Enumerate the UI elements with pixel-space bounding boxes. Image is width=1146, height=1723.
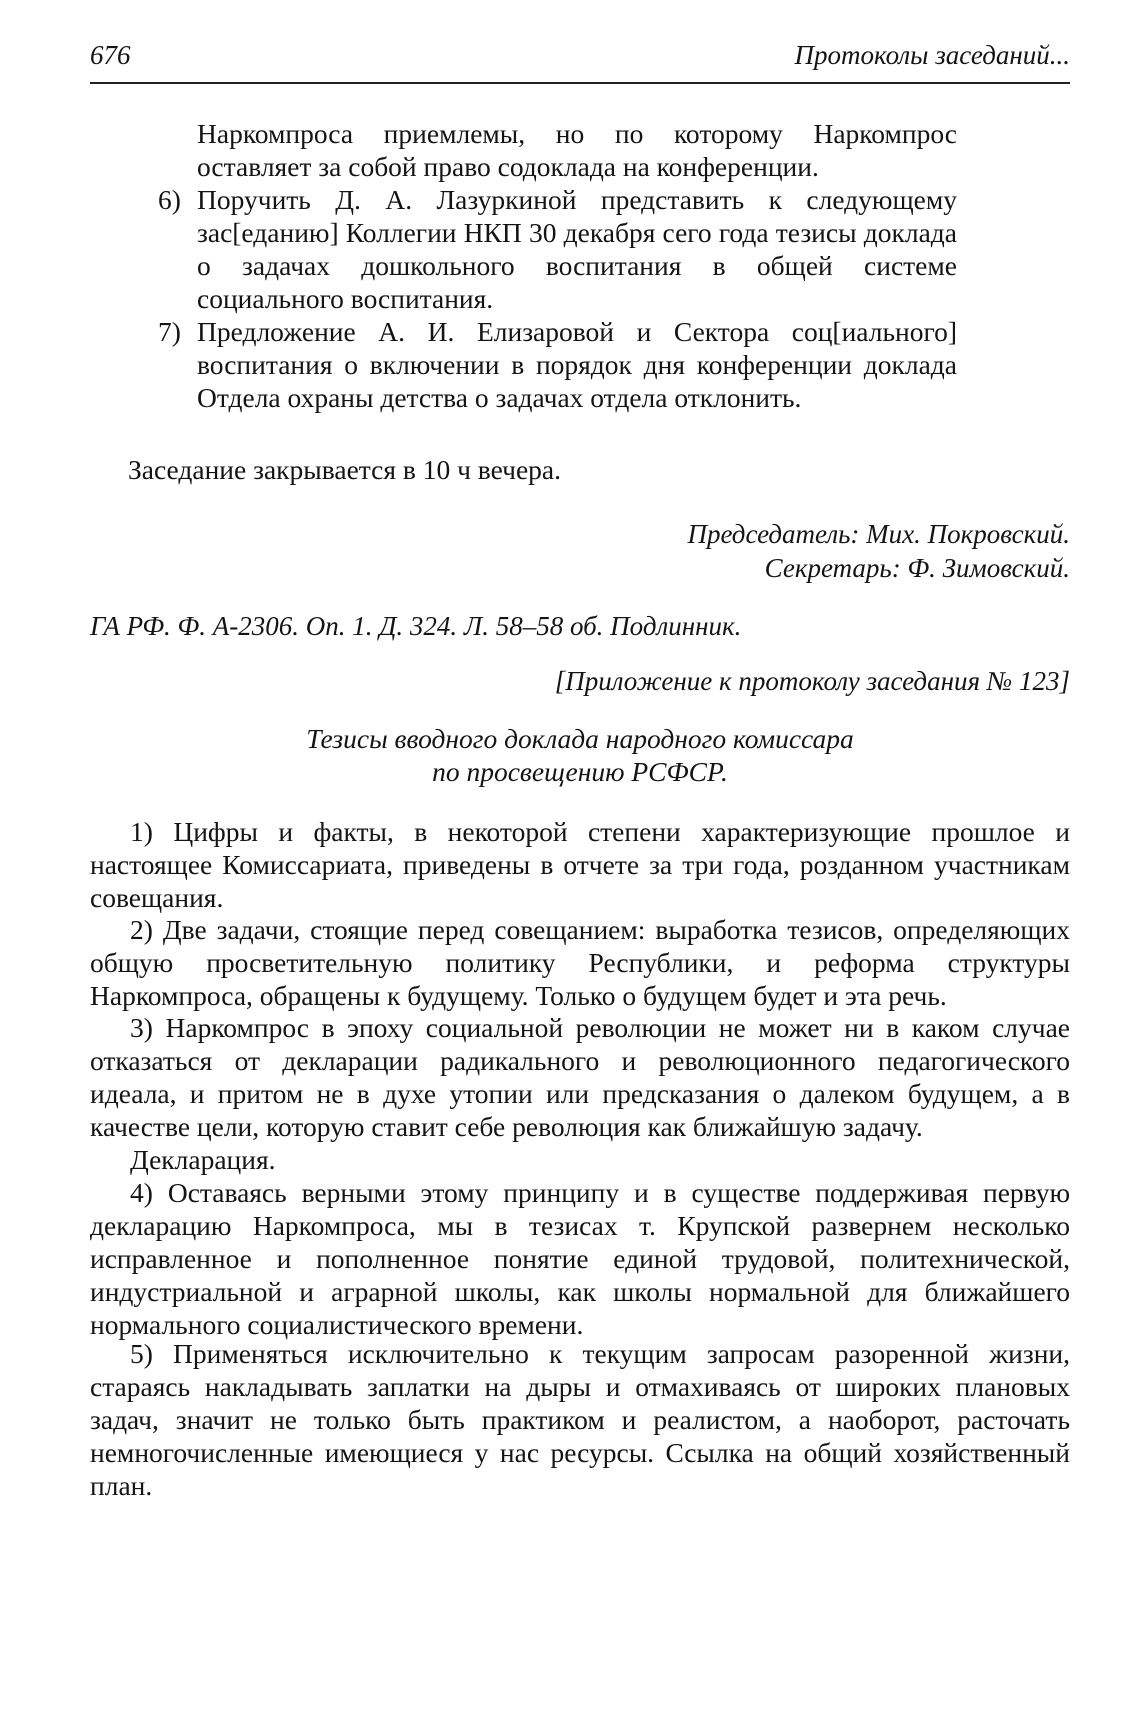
thesis-number: 4) — [130, 1177, 153, 1208]
thesis-text: Наркомпрос в эпоху социальной революции не может ни в каком случае отказаться от декларации радикального и революционного педагогического идеала, и притом не в духе утопии или предсказания о далеком будущем, а в качестве цели, которую ставит себе революция как ближайшую задачу. — [90, 1012, 1070, 1142]
theses-title-line2: по просвещению РСФСР. — [432, 756, 728, 787]
secretary-signature: Секретарь: Ф. Зимовский. — [764, 553, 1070, 583]
thesis-paragraph — [90, 815, 1070, 914]
item-text: Поручить Д. А. Лазуркиной представить к следующему зас[еданию] Коллегии НКП 30 декабря сего года тезисы доклада о задачах дошкольного воспитания в общей системе социального воспитания. — [197, 184, 957, 314]
page-header — [90, 40, 1070, 80]
item-number: 7) — [158, 316, 181, 347]
appendix-label: [Приложение к протоколу заседания № 123] — [554, 666, 1070, 696]
thesis-number: 3) — [130, 1012, 153, 1043]
running-title: Протоколы заседаний... — [794, 40, 1070, 70]
item-number: 6) — [158, 184, 181, 215]
thesis-text: Цифры и факты, в некоторой степени характеризующие прошлое и настоящее Комиссариата, приведены в отчете за три года, розданном участникам совещания. — [90, 816, 1071, 913]
thesis-paragraph — [90, 1011, 1070, 1143]
thesis-text: Две задачи, стоящие перед совещанием: выработка тезисов, определяющих общую просветительную политику Республики, и реформа структуры Наркомпроса, обращены к будущему. Только о будущем будет и эта речь. — [90, 914, 1070, 1011]
thesis-text: Оставаясь верными этому принципу и в существе поддерживая первую декларацию Наркомпроса, мы в тезисах т. Крупской развернем несколько исправленное и пополненное понятие единой трудовой, политехнической, индустриальной и аграрной школы, как школы нормальной для ближайшего нормального социалистического времени. — [90, 1177, 1071, 1340]
closing-line: Заседание закрывается в 10 ч вечера. — [128, 454, 562, 485]
thesis-paragraph — [90, 913, 1070, 1012]
thesis-number: 5) — [130, 1338, 153, 1369]
page-number: 676 — [90, 40, 131, 70]
continued-item-text: Наркомпроса приемлемы, но по которому Наркомпрос оставляет за собой право содоклада на конференции. — [197, 118, 957, 182]
archive-reference: ГА РФ. Ф. А-2306. Оп. 1. Д. 324. Л. 58–58 об. Подлинник. — [90, 611, 742, 641]
thesis-number: 1) — [130, 816, 153, 847]
theses-title-line1: Тезисы вводного доклада народного комиссара — [306, 723, 854, 754]
thesis-paragraph — [90, 1337, 1070, 1502]
chairman-signature: Председатель: Мих. Покровский. — [687, 519, 1070, 549]
thesis-text: Применяться исключительно к текущим запросам разоренной жизни, стараясь накладывать заплатки на дыры и отмахиваясь от широких плановых задач, значит не только быть практиком и реалистом, а наоборот, расточать немногочисленные имеющиеся у нас ресурсы. Ссылка на общий хозяйственный план. — [90, 1338, 1071, 1501]
thesis-text: Декларация. — [130, 1144, 276, 1175]
item-text: Предложение А. И. Елизаровой и Сектора соц[иального] воспитания о включении в порядок дня конференции доклада Отдела охраны детства о задачах отдела отклонить. — [197, 316, 957, 413]
thesis-number: 2) — [130, 914, 153, 945]
thesis-paragraph — [90, 1143, 1070, 1176]
header-divider — [90, 82, 1070, 84]
thesis-paragraph — [90, 1176, 1070, 1341]
